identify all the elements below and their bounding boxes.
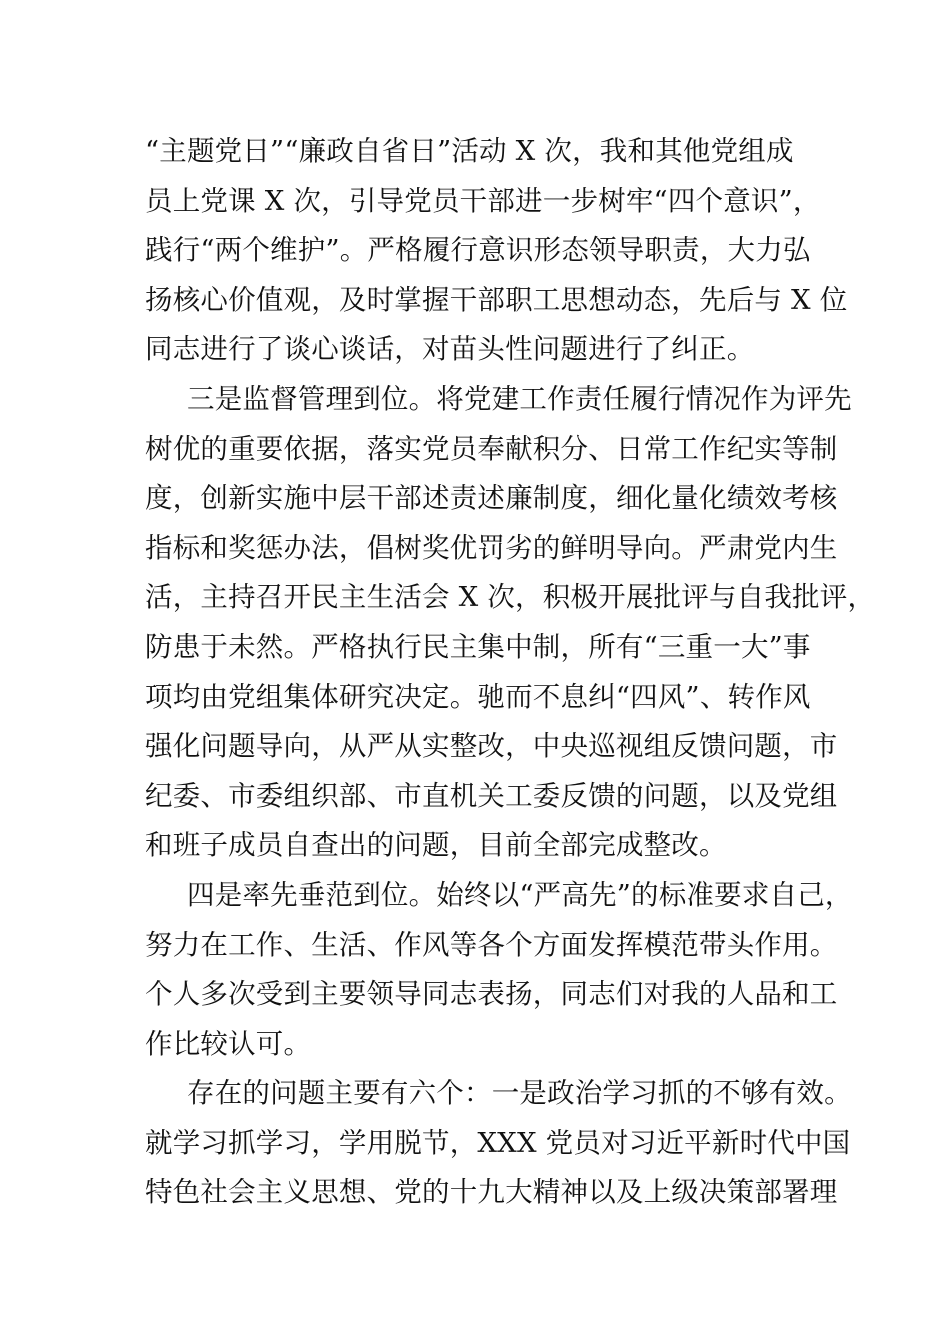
text-line: 和班子成员自查出的问题，目前全部完成整改。 — [145, 829, 727, 862]
text-line: 树优的重要依据，落实党员奉献积分、日常工作纪实等制 — [145, 432, 838, 465]
text-line: 践行“两个维护”。严格履行意识形态领导职责，大力弘 — [145, 234, 811, 267]
text-line: 指标和奖惩办法，倡树奖优罚劣的鲜明导向。严肃党内生 — [145, 531, 838, 564]
text-line: 活，主持召开民主生活会 X 次，积极开展批评与自我批评， — [145, 581, 876, 614]
text-line: 纪委、市委组织部、市直机关工委反馈的问题，以及党组 — [145, 779, 838, 812]
text-line: 努力在工作、生活、作风等各个方面发挥模范带头作用。 — [145, 928, 838, 961]
text-line: 就学习抓学习，学用脱节，XXX 党员对习近平新时代中国 — [145, 1126, 851, 1159]
text-line: 防患于未然。严格执行民主集中制，所有“三重一大”事 — [145, 630, 811, 663]
text-line: 扬核心价值观，及时掌握干部职工思想动态，先后与 X 位 — [145, 283, 848, 316]
text-line: 个人多次受到主要领导同志表扬，同志们对我的人品和工 — [145, 978, 838, 1011]
text-line: 强化问题导向，从严从实整改，中央巡视组反馈问题，市 — [145, 730, 838, 763]
text-line: 作比较认可。 — [145, 1027, 312, 1060]
text-line: 同志进行了谈心谈话，对苗头性问题进行了纠正。 — [145, 333, 755, 366]
text-line: 度，创新实施中层干部述责述廉制度，细化量化绩效考核 — [145, 482, 838, 515]
text-line: 特色社会主义思想、党的十九大精神以及上级决策部署理 — [145, 1176, 838, 1209]
document-body — [145, 127, 876, 1218]
text-line: 项均由党组集体研究决定。驰而不息纠“四风”、转作风 — [145, 680, 811, 713]
text-line: 员上党课 X 次，引导党员干部进一步树牢“四个意识”， — [145, 184, 821, 217]
paragraph-start-line: 三是监督管理到位。将党建工作责任履行情况作为评先 — [187, 382, 852, 415]
text-line: “主题党日”“廉政自省日”活动 X 次，我和其他党组成 — [145, 135, 794, 167]
paragraph-start-line: 存在的问题主要有六个：一是政治学习抓的不够有效。 — [187, 1077, 852, 1110]
paragraph-start-line: 四是率先垂范到位。始终以“严高先”的标准要求自己， — [187, 878, 853, 911]
